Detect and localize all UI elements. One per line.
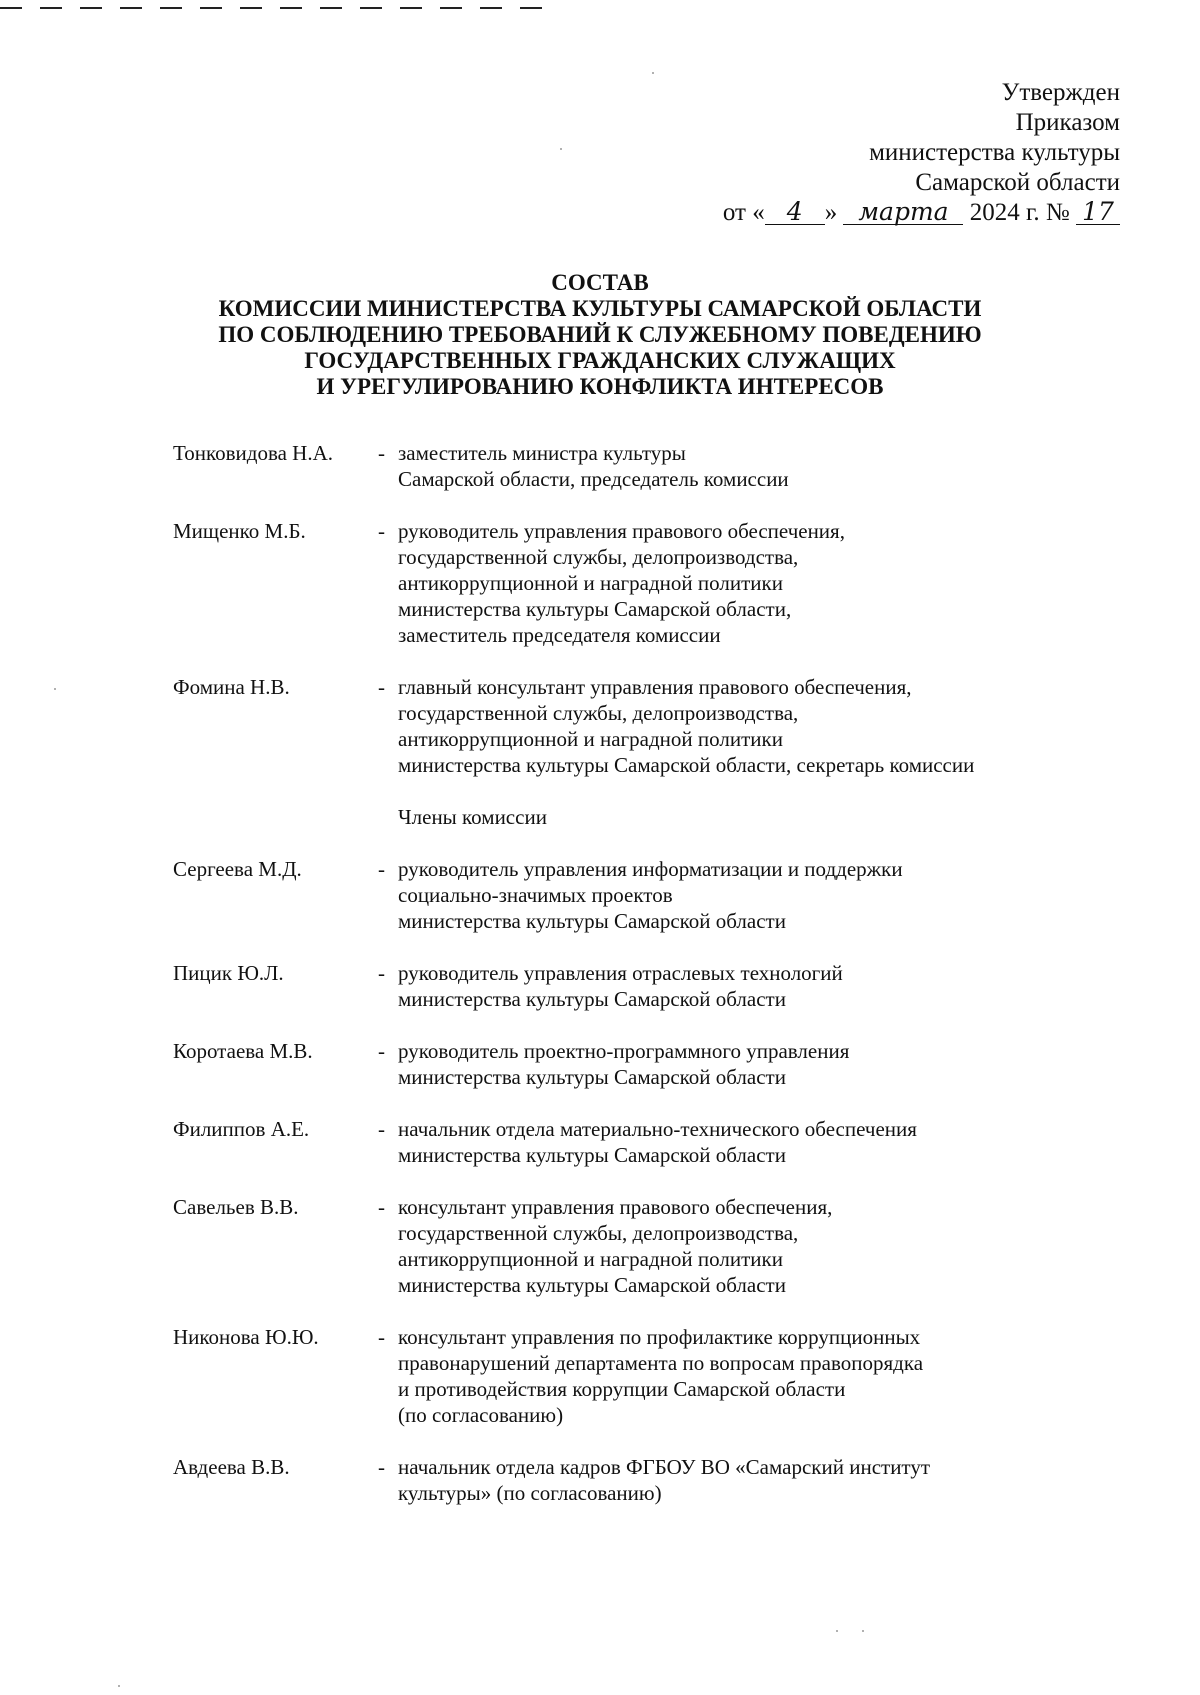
member-position [398, 1454, 1133, 1506]
member-position [398, 518, 1133, 648]
member-entry [173, 1454, 1133, 1506]
members-heading: Члены комиссии [398, 805, 547, 829]
member-dash: - [378, 1455, 385, 1479]
member-name: Фомина Н.В. [173, 675, 290, 699]
position-line: социально-значимых проектов [398, 883, 673, 907]
member-position [398, 1116, 1133, 1168]
title-line: ГОСУДАРСТВЕННЫХ ГРАЖДАНСКИХ СЛУЖАЩИХ [304, 348, 896, 373]
position-line: государственной службы, делопроизводства, [398, 545, 799, 569]
position-line: консультант управления по профилактике коррупционных [398, 1325, 921, 1349]
position-line: (по согласованию) [398, 1403, 564, 1427]
position-line: антикоррупционной и наградной политики [398, 1247, 783, 1271]
approval-block [723, 78, 1120, 228]
member-dash: - [378, 961, 385, 985]
handwritten-month: марта [843, 200, 963, 225]
member-entry [173, 1194, 1133, 1298]
position-line: руководитель проектно-программного управления [398, 1039, 850, 1063]
position-line: руководитель управления правового обеспечения, [398, 519, 845, 543]
member-name: Тонковидова Н.А. [173, 441, 334, 465]
position-line: министерства культуры Самарской области [398, 1065, 786, 1089]
date-year: 2024 г. № [969, 199, 1070, 226]
member-name: Коротаева М.В. [173, 1039, 313, 1063]
member-entry [173, 1324, 1133, 1428]
position-line: государственной службы, делопроизводства, [398, 701, 799, 725]
position-line: консультант управления правового обеспечения, [398, 1195, 833, 1219]
title-line: СОСТАВ [551, 270, 649, 295]
member-name: Сергеева М.Д. [173, 857, 302, 881]
position-line: министерства культуры Самарской области [398, 1143, 786, 1167]
approval-date-line [723, 198, 1120, 228]
position-line: министерства культуры Самарской области [398, 987, 786, 1011]
date-mid: » [824, 199, 838, 226]
member-name: Филиппов А.Е. [173, 1117, 310, 1141]
member-name: Никонова Ю.Ю. [173, 1325, 319, 1349]
member-entry [173, 1116, 1133, 1168]
member-dash: - [378, 519, 385, 543]
approval-line: Приказом [1015, 109, 1120, 136]
position-line: министерства культуры Самарской области, секретарь комиссии [398, 753, 975, 777]
document-title [0, 270, 1200, 400]
member-position [398, 1324, 1133, 1428]
position-line: заместитель министра культуры [398, 441, 686, 465]
member-entry [173, 856, 1133, 934]
position-line: культуры» (по согласованию) [398, 1481, 662, 1505]
member-position [398, 440, 1133, 492]
member-position [398, 674, 1133, 778]
position-line: правонарушений департамента по вопросам правопорядка [398, 1351, 924, 1375]
position-line: антикоррупционной и наградной политики [398, 571, 783, 595]
member-position [398, 1194, 1133, 1298]
member-dash: - [378, 1039, 385, 1063]
date-prefix: от « [722, 199, 765, 226]
position-line: и противодействия коррупции Самарской области [398, 1377, 846, 1401]
approval-line: Самарской области [915, 169, 1120, 196]
member-entry [173, 674, 1133, 778]
member-dash: - [378, 1117, 385, 1141]
member-dash: - [378, 675, 385, 699]
position-line: руководитель управления информатизации и поддержки [398, 857, 903, 881]
approval-line: Утвержден [1001, 79, 1120, 106]
title-line: И УРЕГУЛИРОВАНИЮ КОНФЛИКТА ИНТЕРЕСОВ [316, 374, 884, 399]
member-position [398, 856, 1133, 934]
scan-edge-dashes [0, 0, 560, 14]
position-line: заместитель председателя комиссии [398, 623, 721, 647]
member-entry [173, 960, 1133, 1012]
member-name: Пицик Ю.Л. [173, 961, 284, 985]
member-dash: - [378, 1195, 385, 1219]
position-line: министерства культуры Самарской области, [398, 597, 792, 621]
position-line: начальник отдела материально-технического обеспечения [398, 1117, 917, 1141]
position-line: руководитель управления отраслевых технологий [398, 961, 843, 985]
position-line: министерства культуры Самарской области [398, 909, 786, 933]
member-entry [173, 440, 1133, 492]
member-name: Авдеева В.В. [173, 1455, 290, 1479]
member-entry [173, 518, 1133, 648]
position-line: главный консультант управления правового обеспечения, [398, 675, 912, 699]
member-position [398, 960, 1133, 1012]
position-line: государственной службы, делопроизводства, [398, 1221, 799, 1245]
title-line: КОМИССИИ МИНИСТЕРСТВА КУЛЬТУРЫ САМАРСКОЙ ОБЛАСТИ [218, 296, 982, 321]
member-entry [173, 1038, 1133, 1090]
member-dash: - [378, 857, 385, 881]
handwritten-day: 4 [765, 200, 825, 225]
members-list [173, 440, 1133, 1506]
member-name: Мищенко М.Б. [173, 519, 306, 543]
position-line: Самарской области, председатель комиссии [398, 467, 789, 491]
approval-line: министерства культуры [869, 139, 1120, 166]
member-dash: - [378, 441, 385, 465]
handwritten-order-number: 17 [1076, 200, 1120, 225]
position-line: министерства культуры Самарской области [398, 1273, 786, 1297]
position-line: антикоррупционной и наградной политики [398, 727, 783, 751]
position-line: начальник отдела кадров ФГБОУ ВО «Самарский институт [398, 1455, 931, 1479]
title-line: ПО СОБЛЮДЕНИЮ ТРЕБОВАНИЙ К СЛУЖЕБНОМУ ПОВЕДЕНИЮ [218, 322, 982, 347]
member-position [398, 1038, 1133, 1090]
member-name: Савельев В.В. [173, 1195, 299, 1219]
member-dash: - [378, 1325, 385, 1349]
